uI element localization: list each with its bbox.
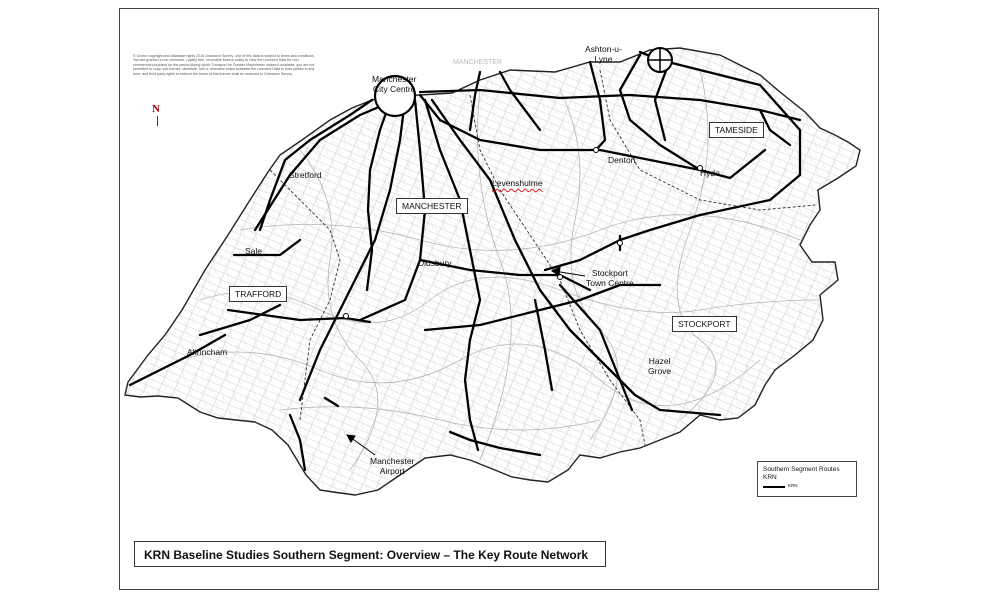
place-label-line: City Centre <box>372 84 416 94</box>
copyright-notice: © Crown copyright and database rights 2016 Ordnance Survey. Use of this data is subject to terms and conditions. You are granted a non-exclusive, royalty free, revocable licence solely to view the Licensed Data for non-commercial purposes for the period during which Transport for Greater Manchester makes it available; you are not permitted to copy, sub-license, distribute, sell or otherwise make available the Licensed Data to third parties in any form; and third party rights to enforce the terms of this licence shall be reserved to Ordnance Survey. <box>133 54 315 76</box>
map-title: KRN Baseline Studies Southern Segment: Overview – The Key Route Network <box>144 548 589 562</box>
place-label-sale: Sale <box>245 246 263 256</box>
place-label-line: Lyne <box>594 54 613 64</box>
legend-entry-label: KRN <box>788 483 798 488</box>
place-label-manchester-airport <box>370 456 414 476</box>
district-label-manchester: MANCHESTER <box>396 198 468 214</box>
place-label-text: Levenshulme <box>492 178 543 188</box>
place-label-line: Grove <box>648 366 672 376</box>
ashton-marker <box>648 48 672 72</box>
place-label-didsbury: Didsbury <box>418 258 452 268</box>
north-arrow-icon <box>157 116 158 126</box>
place-label-hyde: Hyde <box>700 168 720 178</box>
district-label-stockport: STOCKPORT <box>672 316 737 332</box>
legend-subtitle: KRN <box>763 474 777 481</box>
district-label-tameside: TAMESIDE <box>709 122 764 138</box>
district-label-trafford: TRAFFORD <box>229 286 287 302</box>
place-label-denton: Denton <box>608 155 636 165</box>
map-title-box <box>134 541 606 567</box>
place-label-altrincham: Altrincham <box>187 347 228 357</box>
place-label-line: Stockport <box>591 268 628 278</box>
place-label-ashton <box>585 44 622 64</box>
place-label-stockport-town-centre <box>586 268 634 288</box>
north-label: N <box>152 103 160 115</box>
map-legend <box>757 461 857 497</box>
place-label-hazel-grove <box>648 356 671 376</box>
place-label-line: Manchester <box>370 456 415 466</box>
place-label-stretford: Stretford <box>289 170 322 180</box>
legend-line-swatch <box>763 486 785 488</box>
place-label-line: Town Centre <box>586 278 634 288</box>
legend-title: Southern Segment Routes <box>763 466 840 473</box>
place-label-manchester-city-centre <box>372 74 416 94</box>
place-label-line: Airport <box>379 466 405 476</box>
place-label-line: Ashton-u- <box>585 44 622 54</box>
place-label-line: Manchester <box>372 74 417 84</box>
faint-map-label: MANCHESTER <box>453 59 503 66</box>
place-label-line: Hazel <box>648 356 671 366</box>
place-label-levenshulme <box>492 178 543 188</box>
